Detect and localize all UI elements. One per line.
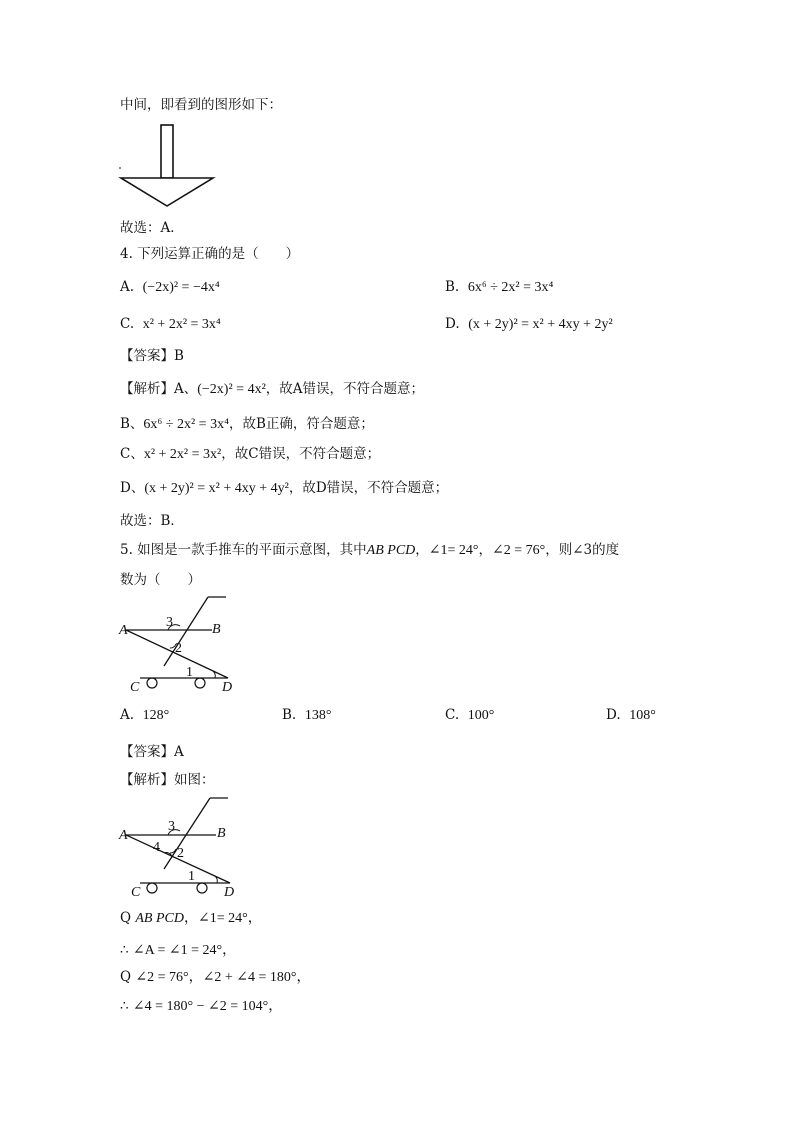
analysis-expr: 6x⁶ ÷ 2x² = 3x⁴ [143, 417, 229, 432]
label-2: 2 [175, 641, 182, 656]
q4-stem: 4. 下列运算正确的是（ ） [120, 246, 300, 262]
label-1: 1 [188, 869, 195, 884]
analysis-expr: (x + 2y)² = x² + 4xy + 4y² [144, 481, 289, 496]
q4-option-a [120, 278, 220, 297]
analysis-label: 【解析】 [120, 772, 174, 788]
q5-option-a [120, 706, 169, 725]
step-expr-rest: ，∠2 + ∠4 = 180°， [188, 970, 311, 985]
q4-analysis-d [120, 479, 448, 498]
step-prefix: Q [120, 969, 136, 985]
label-c: C [131, 885, 141, 900]
stem-text: ， [415, 542, 429, 558]
option-label: A. [120, 279, 135, 295]
option-label: A. [120, 707, 135, 723]
q5-analysis-intro [120, 771, 215, 789]
arrow-figure [118, 122, 218, 208]
stem-text: 5. 如图是一款手推车的平面示意图，其中 [120, 542, 367, 558]
cart-figure-annotated [118, 795, 242, 899]
step-expr: ∠A = ∠1 = 24° [132, 943, 223, 958]
step-expr: ∠2 = 76° [135, 970, 189, 985]
step-expr-rest: ， [268, 999, 283, 1014]
option-value: 100° [467, 708, 495, 723]
label-d: D [224, 885, 235, 900]
q5-step-1 [120, 909, 262, 928]
step-expr: ∠4 = 180° − ∠2 = 104° [132, 999, 269, 1014]
analysis-label: 【解析】 [120, 381, 174, 397]
step-prefix: Q [120, 910, 136, 926]
wheel-right [195, 678, 205, 688]
option-label: C. [120, 316, 135, 332]
label-3: 3 [168, 819, 175, 834]
step-prefix: ∴ [120, 942, 133, 958]
q5-option-c [445, 706, 494, 725]
angle2-given: ∠2 = 76° [492, 543, 546, 558]
analysis-comment: ，故D错误，不符合题意； [288, 480, 449, 496]
step-prefix: ∴ [120, 998, 133, 1014]
q4-option-b [445, 278, 553, 297]
analysis-intro: 如图： [174, 772, 215, 788]
stem-text: ，则∠3的度 [545, 542, 620, 558]
option-label: D. [606, 707, 621, 723]
arrow-shaft [161, 125, 173, 178]
q4-answer: 【答案】B [120, 348, 184, 364]
q5-step-3 [120, 968, 310, 987]
q5-answer: 【答案】A [120, 744, 184, 760]
arrow-head [121, 178, 213, 206]
stem-text: ， [478, 542, 493, 558]
option-label: B. [282, 707, 297, 723]
intro-line: 中间，即看到的图形如下： [120, 97, 282, 113]
analysis-prefix: A、 [174, 381, 198, 397]
q5-option-b [282, 706, 331, 725]
cart-figure [118, 594, 238, 694]
wheel-left [147, 883, 157, 893]
option-value: 128° [142, 708, 170, 723]
q5-stem-line1 [120, 541, 619, 560]
label-d: D [222, 680, 233, 695]
q4-analysis-a [120, 380, 424, 399]
wheel-left [147, 678, 157, 688]
option-expr: (x + 2y)² = x² + 4xy + 2y² [468, 317, 613, 332]
q5-step-2 [120, 941, 236, 960]
analysis-prefix: B、 [120, 416, 144, 432]
label-1: 1 [186, 665, 193, 680]
option-value: 108° [629, 708, 656, 723]
option-value: 138° [304, 708, 332, 723]
q5-stem-line2: 数为（ ） [120, 572, 201, 588]
option-expr: (−2x)² = −4x⁴ [142, 280, 220, 295]
label-b: B [212, 622, 221, 637]
q4-conclusion: 故选：B． [120, 513, 184, 529]
option-expr: x² + 2x² = 3x⁴ [142, 317, 221, 332]
label-b: B [217, 826, 226, 841]
handle-slant [164, 597, 208, 666]
step-expr: AB PCD [135, 911, 184, 926]
q4-analysis-b [120, 415, 374, 434]
option-expr: 6x⁶ ÷ 2x² = 3x⁴ [467, 280, 554, 295]
option-label: D. [445, 316, 460, 332]
angle1-given: ∠1= 24° [428, 543, 479, 558]
analysis-comment: ，故B正确，符合题意； [228, 416, 374, 432]
q4-option-d [445, 315, 613, 334]
label-c: C [130, 680, 140, 695]
label-a: A [119, 623, 128, 638]
label-3: 3 [166, 615, 173, 630]
option-label: B. [445, 279, 460, 295]
q4-option-c [120, 315, 221, 334]
analysis-comment: ，故A错误，不符合题意； [265, 381, 425, 397]
analysis-expr: x² + 2x² = 3x² [143, 447, 222, 462]
step-expr-rest: ， [222, 943, 237, 958]
label-4: 4 [153, 840, 160, 855]
analysis-expr: (−2x)² = 4x² [197, 382, 266, 397]
analysis-comment: ，故C错误，不符合题意； [221, 446, 381, 462]
label-2: 2 [177, 846, 184, 861]
parallel-expr: AB PCD [366, 543, 416, 558]
q5-step-4 [120, 997, 282, 1016]
option-label: C. [445, 707, 460, 723]
q5-option-d [606, 706, 656, 725]
q4-analysis-c [120, 445, 380, 464]
stray-dot [119, 167, 121, 169]
q3-conclusion: 故选：A． [120, 220, 184, 236]
analysis-prefix: D、 [120, 480, 145, 496]
step-expr-rest: ，∠1= 24°， [183, 911, 262, 926]
wheel-right [197, 883, 207, 893]
analysis-prefix: C、 [120, 446, 144, 462]
label-a: A [119, 828, 128, 843]
